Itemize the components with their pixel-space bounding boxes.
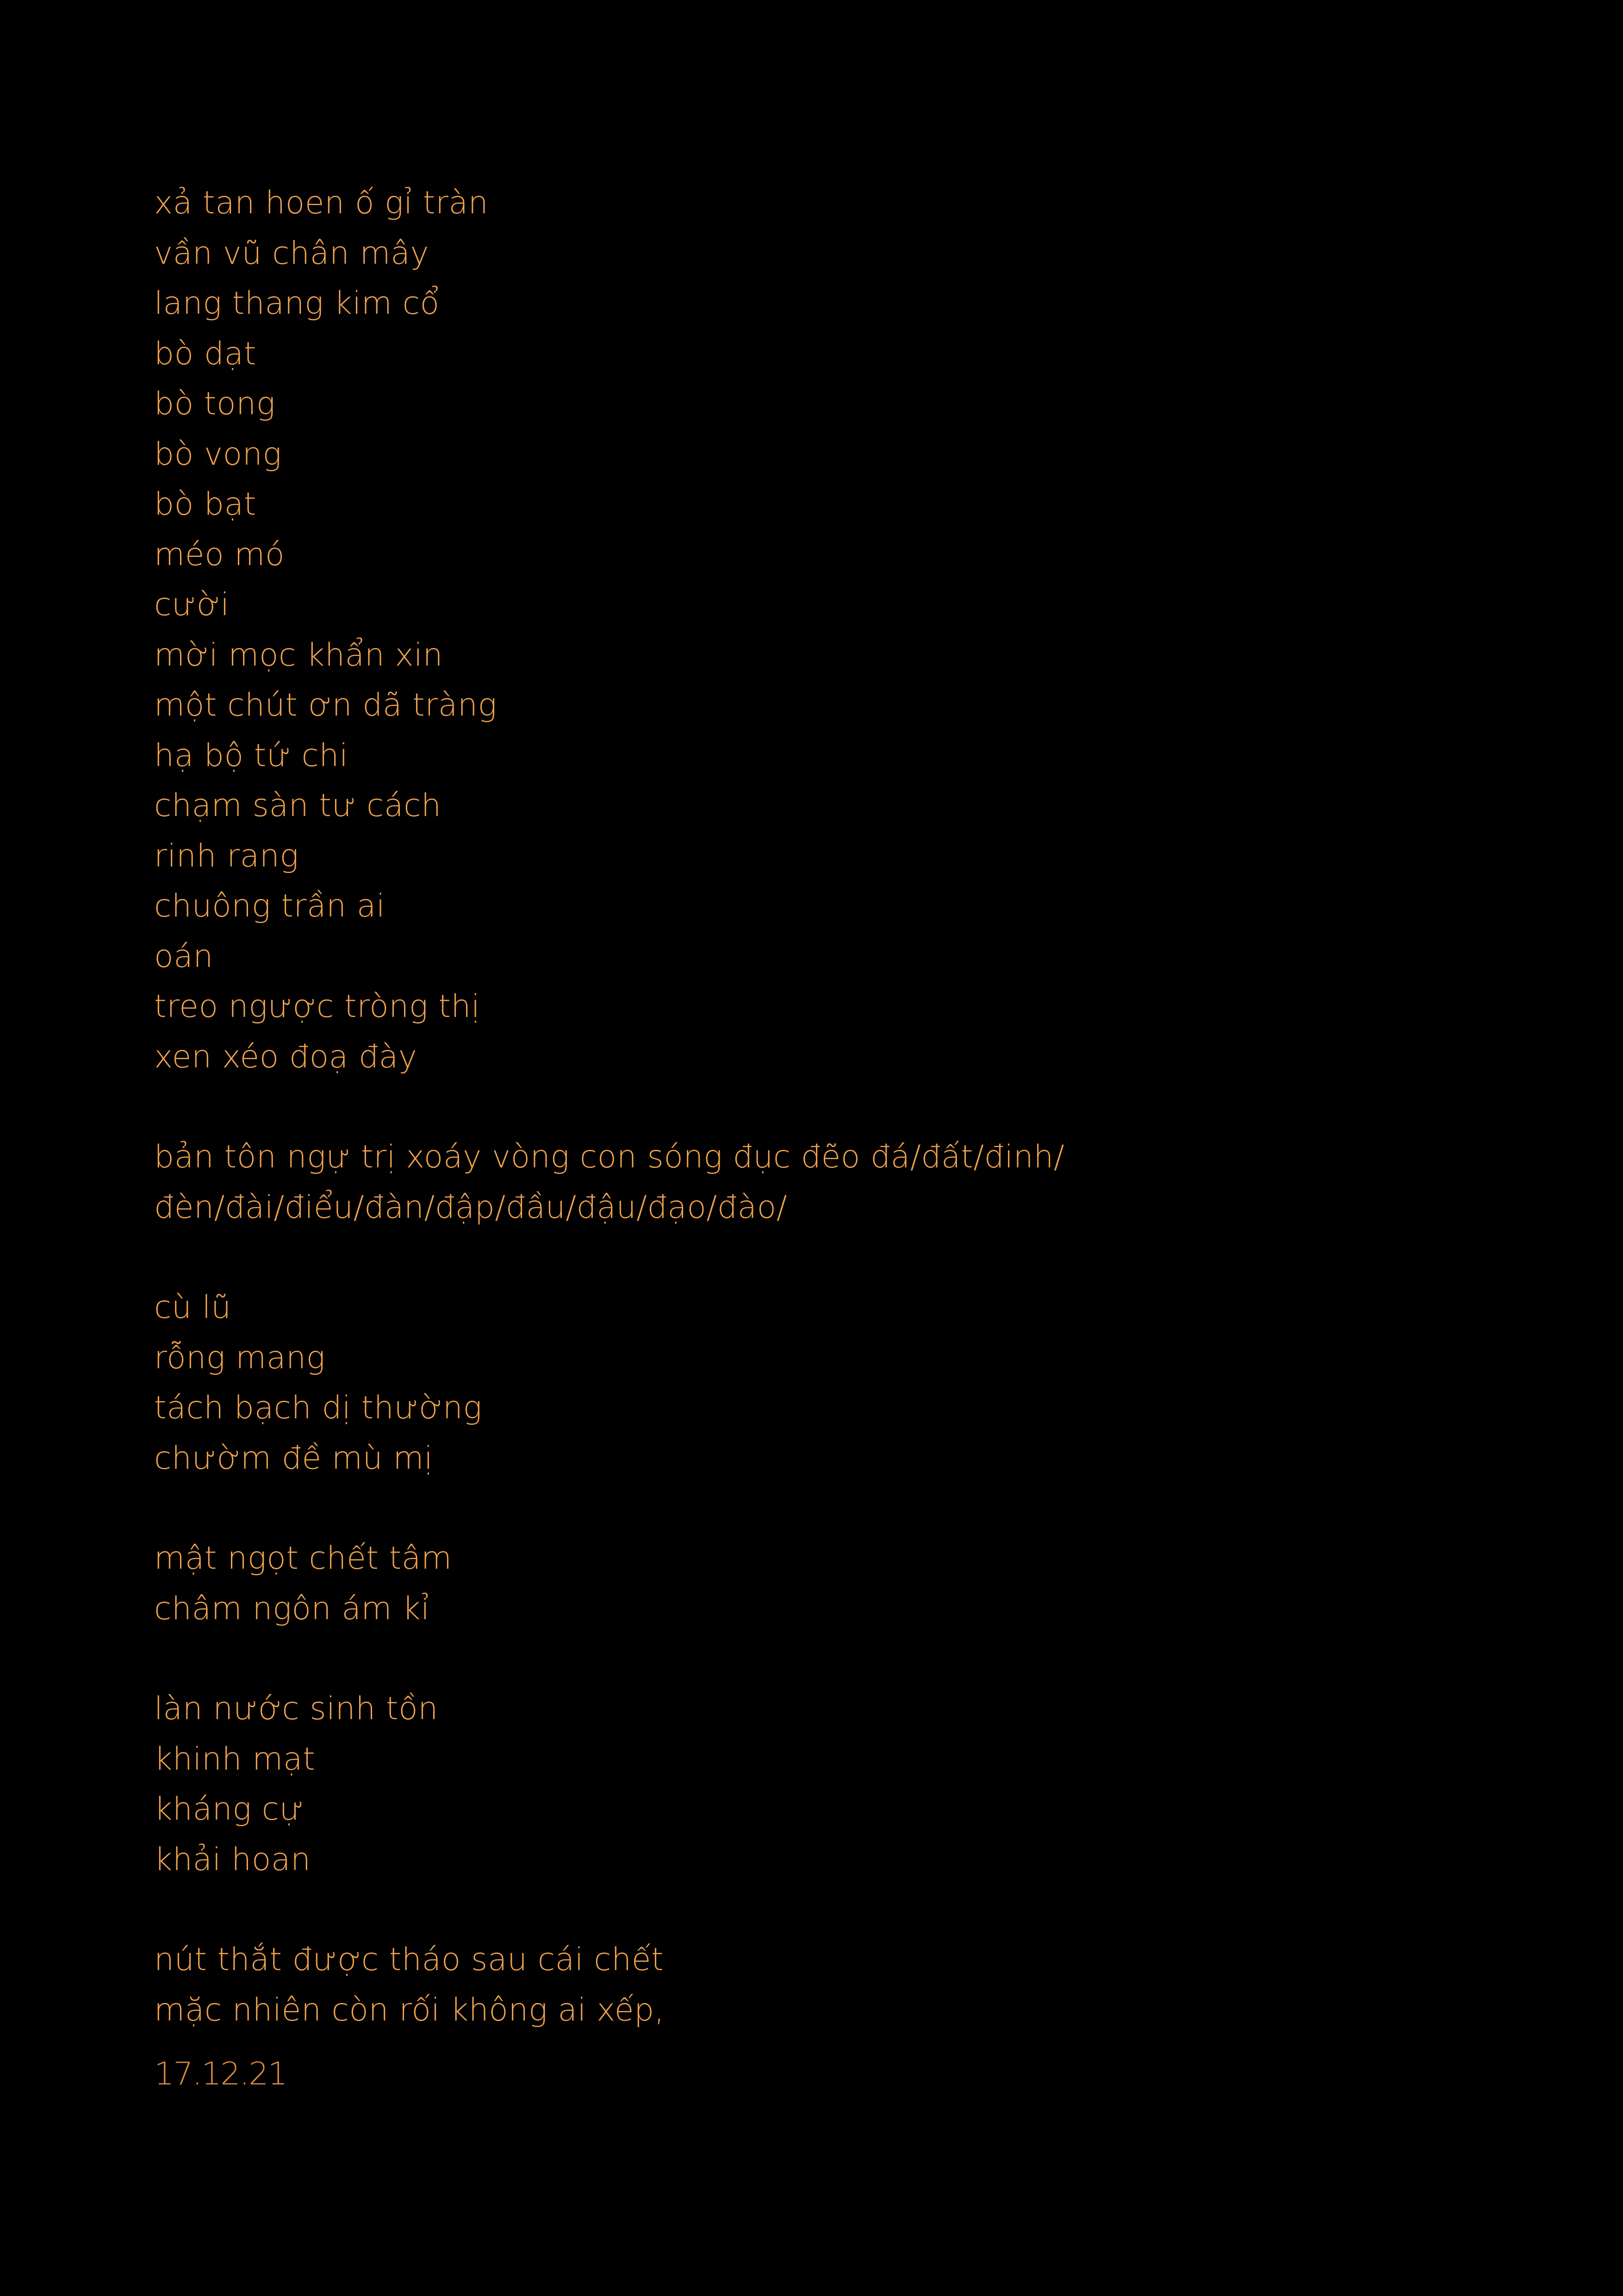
poem-line: mật ngọt chết tâm [154,1540,452,1577]
poem-line: oán [154,938,213,975]
poem-line: xen xéo đoạ đày [154,1038,417,1075]
poem-line: một chút ơn dã tràng [154,687,497,724]
poem-line: kháng cự [154,1791,305,1828]
poem-line: khải hoan [154,1841,311,1878]
poem-line: khinh mạt [154,1741,316,1778]
stanza [154,1132,1496,1233]
poem-line: cười [154,586,230,623]
poem-line: bò vong [154,436,282,473]
poem-line: bò tong [154,386,276,422]
stanza [154,1935,1496,2035]
poem-line: đèn/đài/điểu/đàn/đập/đầu/đậu/đạo/đào/ [154,1189,788,1226]
poem-line: bản tôn ngự trị xoáy vòng con sóng đục đẽo đá/đất/đinh/ [154,1139,1065,1175]
poem-line: lang thang kim cổ [154,285,440,322]
poem-line: rinh rang [154,837,299,874]
poem-line: xả tan hoen ố gỉ tràn [154,185,489,221]
poem-body [154,178,1496,2035]
poem-line: méo mó [154,536,285,573]
stanza [154,1534,1496,1634]
poem-line: chườm đề mù mị [154,1440,433,1477]
poem-line: vần vũ chân mây [154,235,429,272]
poem-date: 17.12.21 [154,2056,287,2092]
poem-line: bò bạt [154,486,256,523]
poem-line: châm ngôn ám kỉ [154,1590,430,1627]
poem-page [154,178,1496,2099]
poem-line: mặc nhiên còn rối không ai xếp, [154,1991,665,2028]
poem-line: tách bạch dị thường [154,1390,482,1426]
poem-line: mời mọc khẩn xin [154,636,443,674]
poem-line: chạm sàn tư cách [154,787,442,824]
poem-line: rỗng mang [154,1339,325,1376]
poem-line: cù lũ [154,1289,231,1326]
poem-line: làn nước sinh tồn [154,1691,438,1727]
poem-line: treo ngược tròng thị [154,988,480,1025]
stanza [154,1684,1496,1885]
stanza [154,178,1496,1082]
poem-line: bò dạt [154,335,256,372]
poem-line: hạ bộ tứ chi [154,737,348,774]
poem-line: chuông trần ai [154,888,386,924]
stanza [154,1283,1496,1484]
poem-line: nút thắt được tháo sau cái chết [154,1941,664,1978]
